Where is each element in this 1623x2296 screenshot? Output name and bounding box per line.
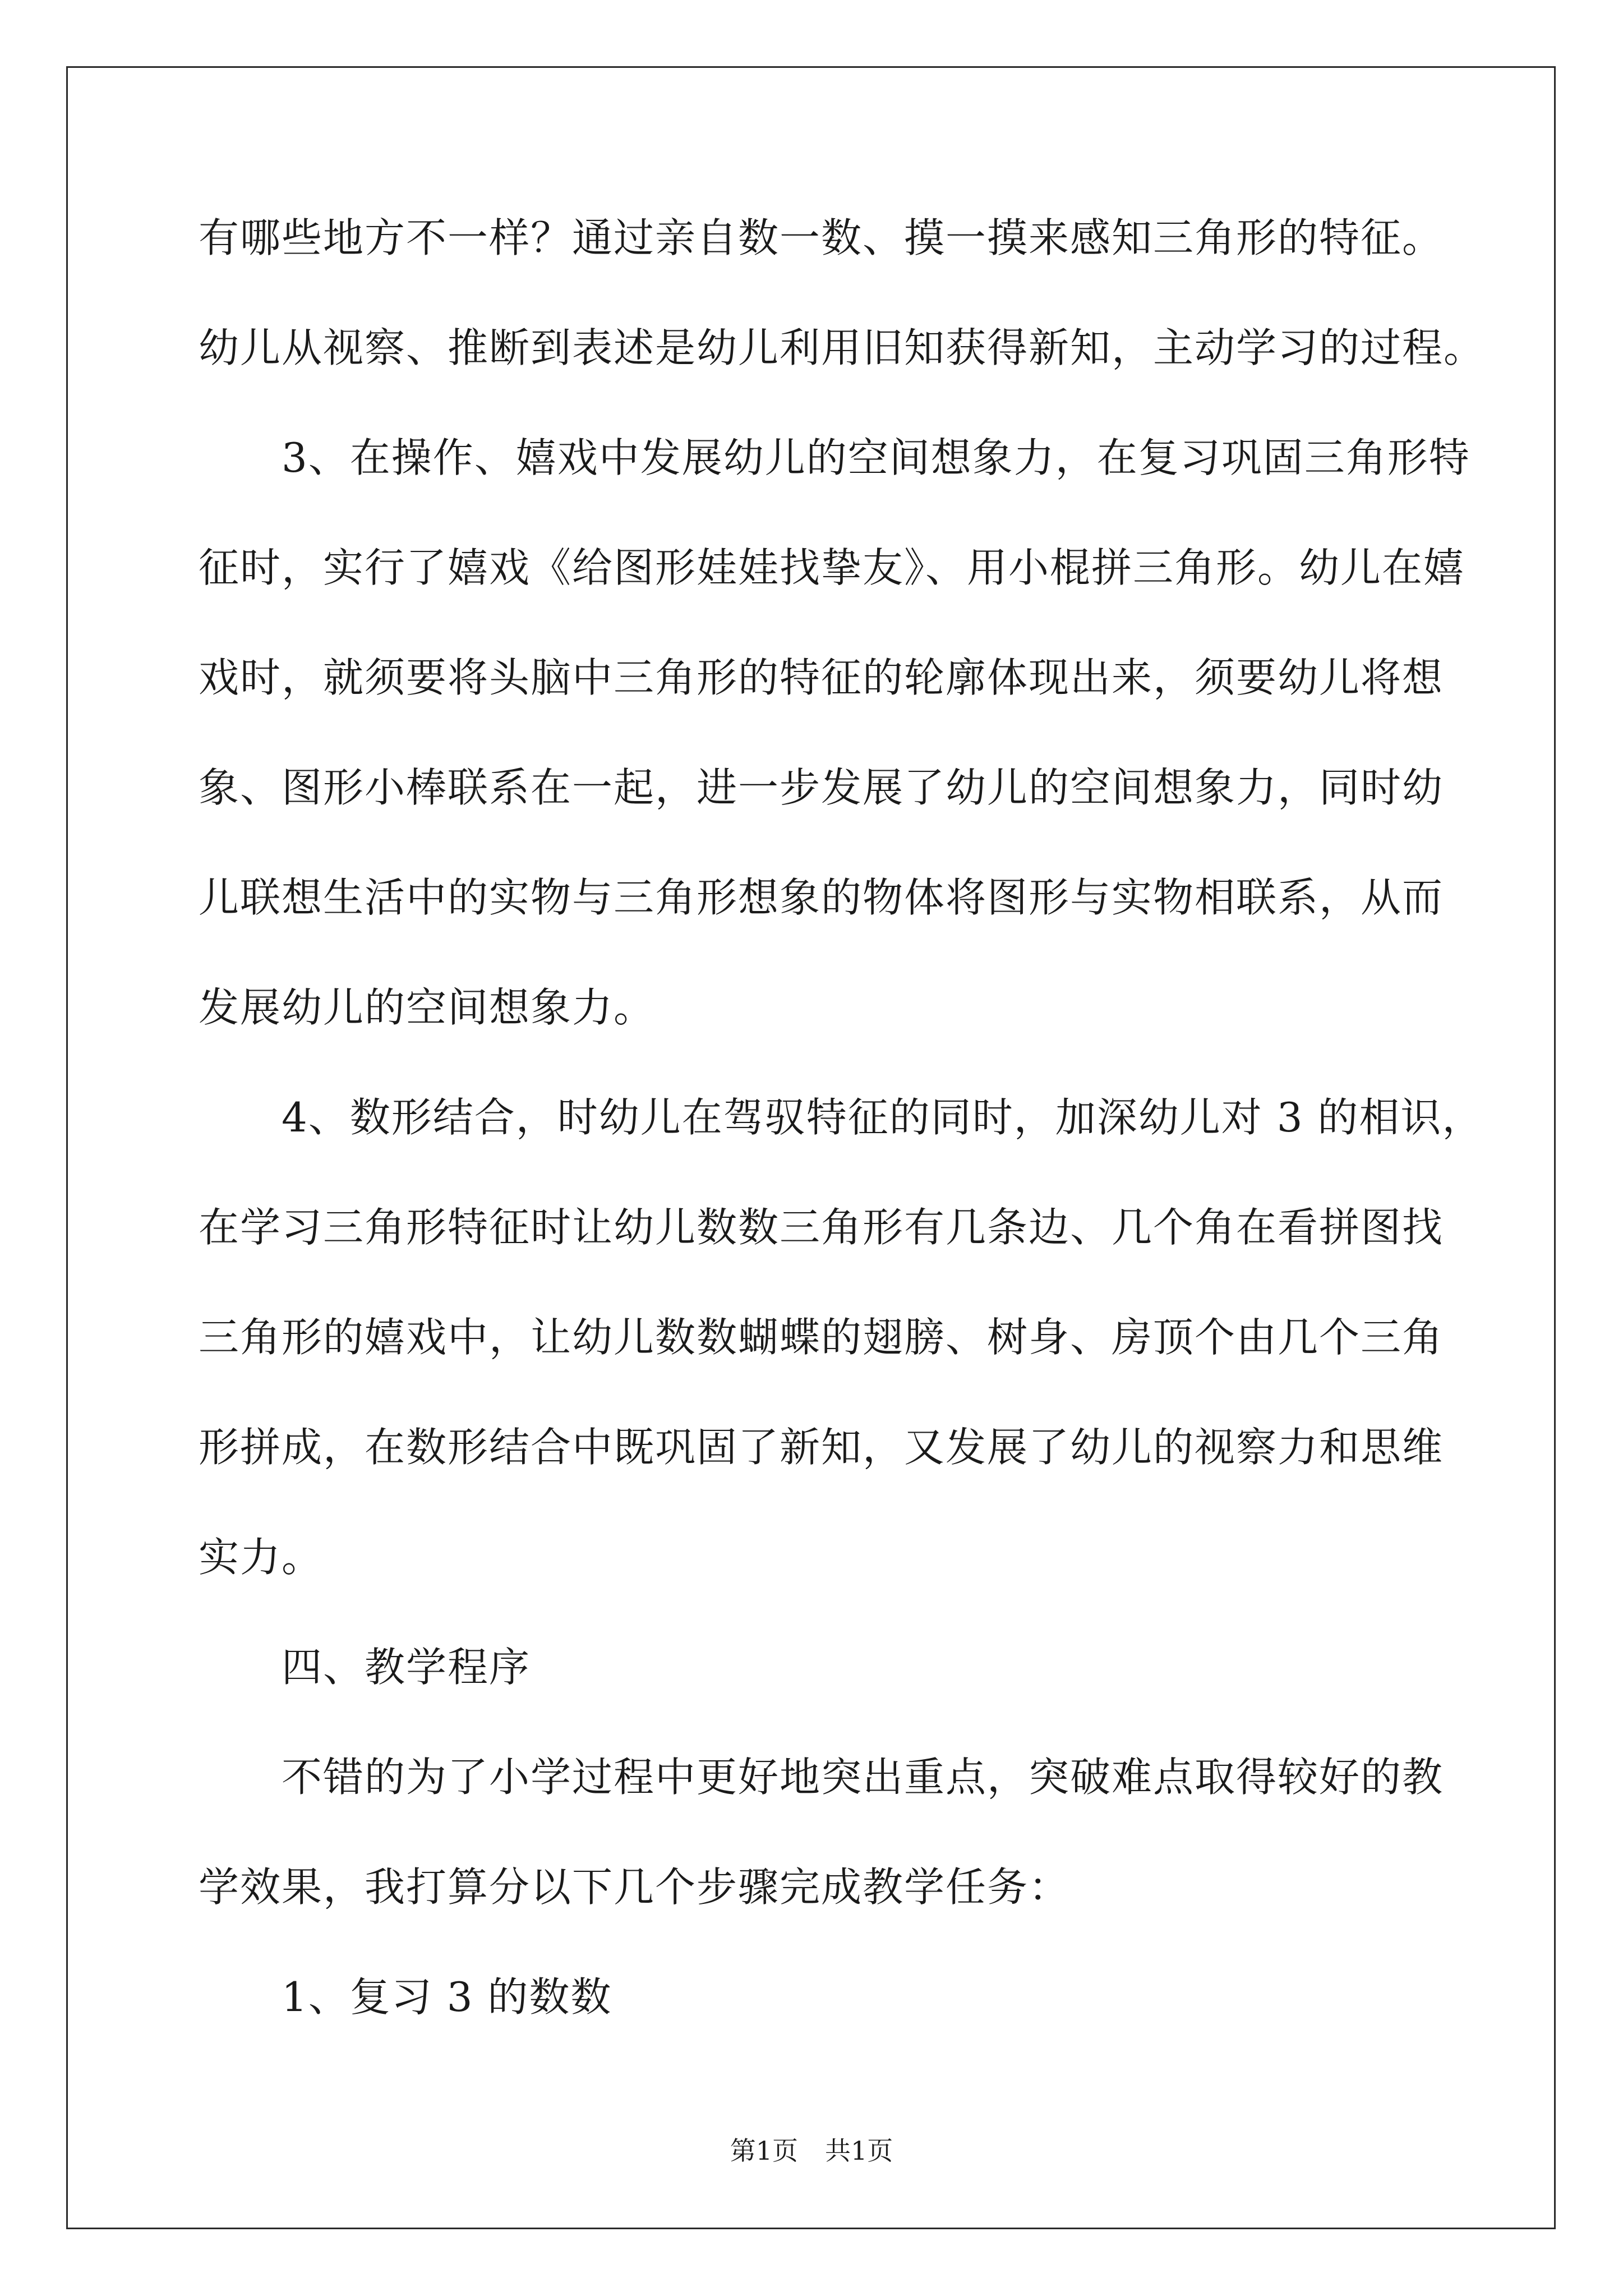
text-line: 发展幼儿的空间想象力。 (199, 984, 656, 1031)
page-number: 第1页 (730, 2136, 798, 2166)
page-footer (0, 2134, 1623, 2168)
text-line: 象、图形小棒联系在一起，进一步发展了幼儿的空间想象力，同时幼 (199, 764, 1444, 811)
paragraph-start-line: 4、数形结合，时幼儿在驾驭特征的同时，加深幼儿对 3 的相识， (282, 1094, 1484, 1141)
text-line: 儿联想生活中的实物与三角形想象的物体将图形与实物相联系，从而 (199, 874, 1444, 921)
paragraph-start-line: 3、在操作、嬉戏中发展幼儿的空间想象力，在复习巩固三角形特 (282, 434, 1470, 481)
text-line: 形拼成，在数形结合中既巩固了新知，又发展了幼儿的视察力和思维 (199, 1424, 1444, 1471)
text-line: 实力。 (199, 1534, 324, 1581)
text-line: 有哪些地方不一样？通过亲自数一数、摸一摸来感知三角形的特征。 (199, 214, 1444, 261)
text-line: 戏时，就须要将头脑中三角形的特征的轮廓体现出来，须要幼儿将想 (199, 654, 1444, 701)
text-line: 学效果，我打算分以下几个步骤完成教学任务： (199, 1864, 1071, 1911)
text-line: 三角形的嬉戏中，让幼儿数数蝴蝶的翅膀、树身、房顶个由几个三角 (199, 1314, 1444, 1361)
text-line: 征时，实行了嬉戏《给图形娃娃找挚友》、用小棍拼三角形。幼儿在嬉 (199, 544, 1465, 591)
paragraph-start-line: 不错的为了小学过程中更好地突出重点，突破难点取得较好的教 (282, 1754, 1444, 1801)
section-heading: 四、教学程序 (282, 1644, 531, 1691)
text-line: 幼儿从视察、推断到表述是幼儿利用旧知获得新知，主动学习的过程。 (199, 324, 1486, 371)
page-total: 共1页 (825, 2136, 893, 2166)
text-line: 在学习三角形特征时让幼儿数数三角形有几条边、几个角在看拼图找 (199, 1204, 1444, 1251)
list-item-line: 1、复习 3 的数数 (282, 1973, 612, 2021)
